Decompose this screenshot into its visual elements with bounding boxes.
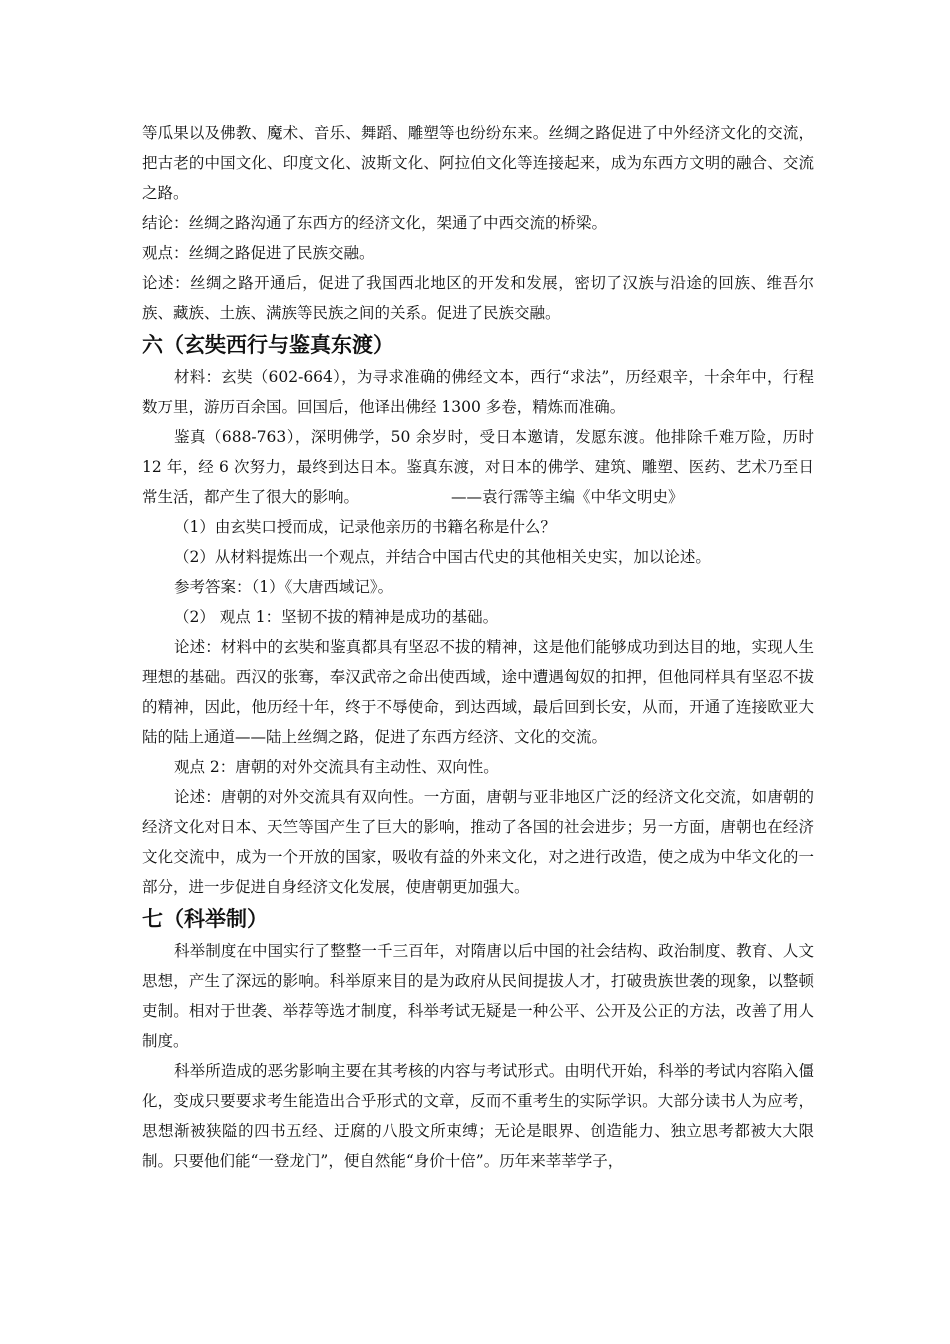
answer-2-viewpoint-1: （2） 观点 1：坚韧不拔的精神是成功的基础。 [174, 608, 499, 626]
material-jianzhen [142, 422, 814, 512]
paragraph-silk-road-exchange: 等瓜果以及佛教、魔术、音乐、舞蹈、雕塑等也纷纷东来。丝绸之路促进了中外经济文化的交流，把古老的中国文化、印度文化、波斯文化、阿拉伯文化等连接起来，成为东西方文明的融合、交流之路。 [142, 124, 814, 202]
answer-1: 参考答案：（1）《大唐西域记》。 [174, 578, 394, 596]
conclusion-line: 结论：丝绸之路沟通了东西方的经济文化，架通了中西交流的桥梁。 [142, 214, 608, 232]
argument-1: 论述：材料中的玄奘和鉴真都具有坚忍不拔的精神，这是他们能够成功到达目的地，实现人生理想的基础。西汉的张骞，奉汉武帝之命出使西域，途中遭遇匈奴的扣押，但他同样具有坚忍不拔的精神，因此，他历经十年，终于不辱使命，到达西域，最后回到长安，从而，开通了连接欧亚大陆的陆上通道——陆上丝绸之路，促进了东西方经济、文化的交流。 [142, 638, 814, 746]
document-body [142, 118, 814, 1176]
section-heading-6: 六（玄奘西行与鉴真东渡） [142, 333, 394, 357]
question-1: （1）由玄奘口授而成，记录他亲历的书籍名称是什么？ [174, 518, 556, 536]
viewpoint-2: 观点 2：唐朝的对外交流具有主动性、双向性。 [174, 758, 499, 776]
viewpoint-line: 观点：丝绸之路促进了民族交融。 [142, 244, 375, 262]
keju-paragraph-1: 科举制度在中国实行了整整一千三百年，对隋唐以后中国的社会结构、政治制度、教育、人文思想，产生了深远的影响。科举原来目的是为政府从民间提拔人才，打破贵族世袭的现象，以整顿吏制。相对于世袭、举荐等选才制度，科举考试无疑是一种公平、公开及公正的方法，改善了用人制度。 [142, 942, 814, 1050]
section-heading-7: 七（科举制） [142, 907, 268, 931]
citation: ——袁行霈等主编《中华文明史》 [451, 488, 684, 506]
question-2: （2）从材料提炼出一个观点，并结合中国古代史的其他相关史实，加以论述。 [174, 548, 711, 566]
argument-paragraph: 论述：丝绸之路开通后，促进了我国西北地区的开发和发展，密切了汉族与沿途的回族、维吾尔族、藏族、土族、满族等民族之间的关系。促进了民族交融。 [142, 274, 814, 322]
keju-paragraph-2: 科举所造成的恶劣影响主要在其考核的内容与考试形式。由明代开始，科举的考试内容陷入僵化，变成只要要求考生能造出合乎形式的文章，反而不重考生的实际学识。大部分读书人为应考，思想渐被狭隘的四书五经、迂腐的八股文所束缚；无论是眼界、创造能力、独立思考都被大大限制。只要他们能“一登龙门”，便自然能“身价十倍”。历年来莘莘学子， [142, 1062, 814, 1170]
material-jianzhen-text: 鉴真（688-763），深明佛学，50 余岁时，受日本邀请，发愿东渡。他排除千难万险，历时 12 年，经 6 次努力，最终到达日本。鉴真东渡，对日本的佛学、建筑、雕塑、医药、艺术乃至日常生活，都产生了很大的影响。 [142, 428, 814, 506]
material-xuanzang: 材料：玄奘（602-664），为寻求准确的佛经文本，西行“求法”，历经艰辛，十余年中，行程数万里，游历百余国。回国后，他译出佛经 1300 多卷，精炼而准确。 [142, 368, 814, 416]
argument-2: 论述：唐朝的对外交流具有双向性。一方面，唐朝与亚非地区广泛的经济文化交流，如唐朝的经济文化对日本、天竺等国产生了巨大的影响，推动了各国的社会进步；另一方面，唐朝也在经济文化交流中，成为一个开放的国家，吸收有益的外来文化，对之进行改造，使之成为中华文化的一部分，进一步促进自身经济文化发展，使唐朝更加强大。 [142, 788, 814, 896]
